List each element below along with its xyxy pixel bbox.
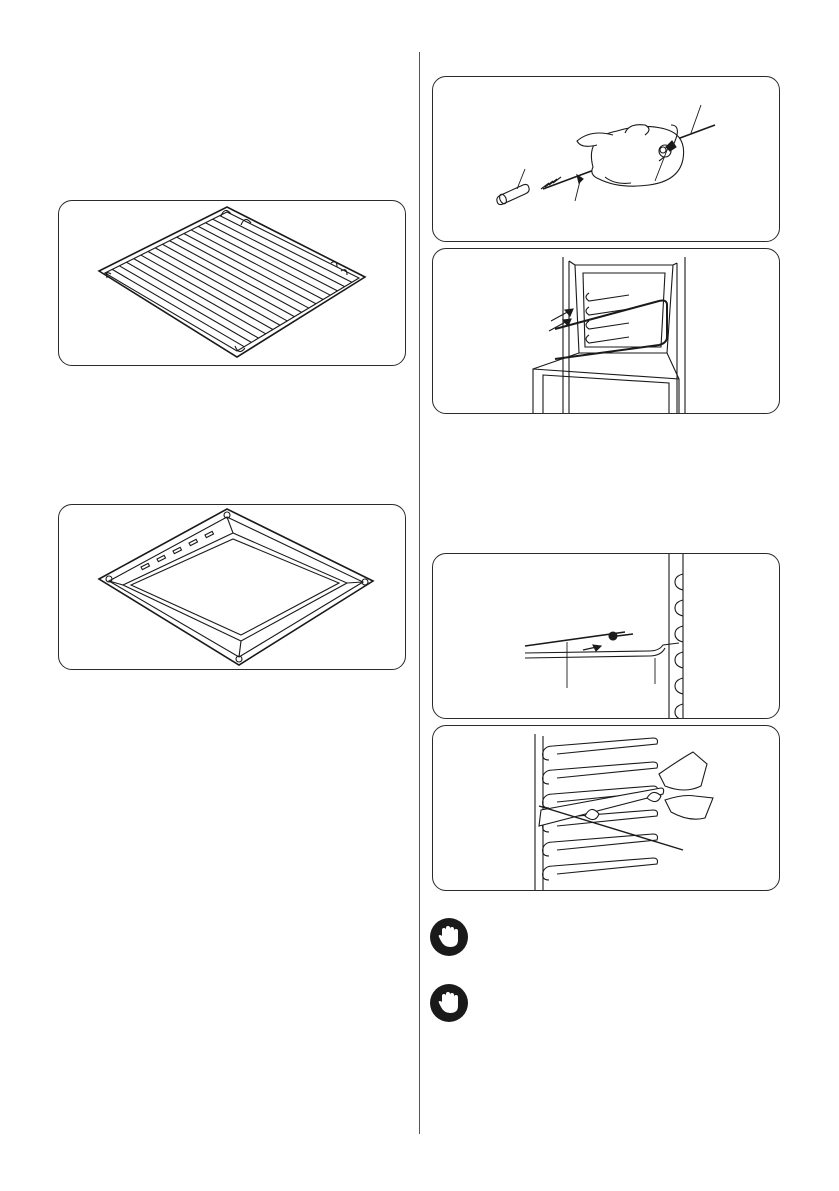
warning-hand-icon	[430, 918, 468, 956]
spit-rest-detail-figure	[432, 553, 780, 719]
rotisserie-assembly-figure	[432, 76, 780, 242]
warning-hand-icon	[430, 984, 468, 1022]
wire-shelf-figure	[58, 200, 406, 366]
column-divider	[419, 52, 420, 1134]
tray-illustration	[59, 505, 406, 670]
chicken-spit-illustration	[433, 77, 780, 242]
hand-lifting-spit-illustration	[433, 726, 780, 891]
wire-rack-illustration	[59, 201, 406, 366]
spit-removal-figure	[432, 725, 780, 891]
rotisserie-insert-figure	[432, 248, 780, 414]
oven-cavity-illustration	[433, 249, 780, 414]
baking-tray-figure	[58, 504, 406, 670]
spit-support-illustration	[433, 554, 780, 719]
